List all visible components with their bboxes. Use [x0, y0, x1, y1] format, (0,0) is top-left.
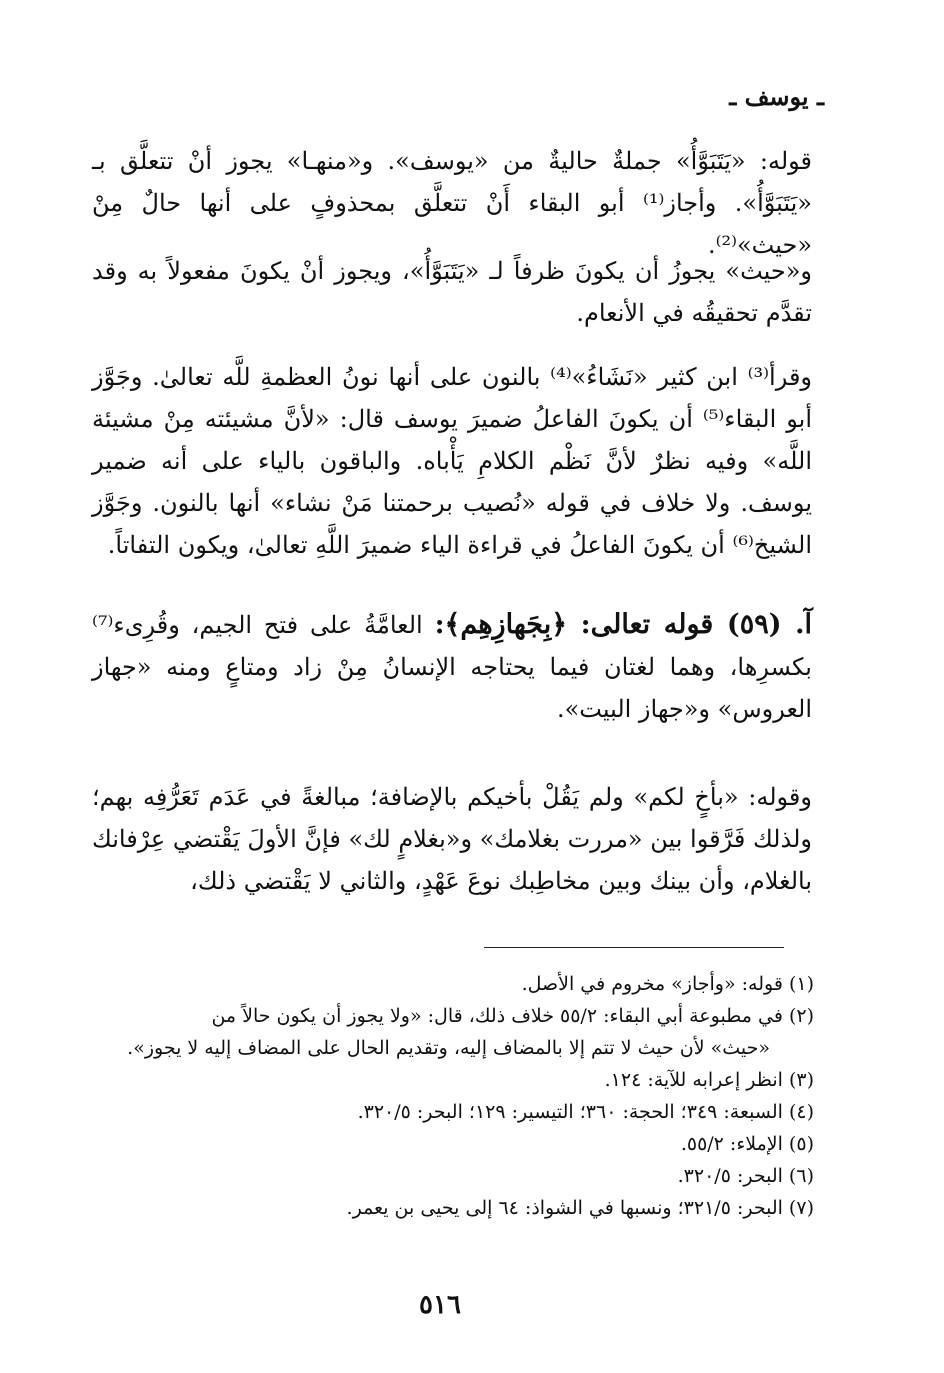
page-number: ٥١٦ [419, 1290, 461, 1320]
paragraph-4 [92, 604, 812, 730]
paragraph-1: قوله: «يَتَبَوَّأُ» جملةٌ حاليةٌ من «يوسف». و«منهـا» يجوز أنْ تتعلَّق بـ «يَتَبَوَّأُ». وأجاز⁽¹⁾ أبو البقاء أَنْ تتعلَّق بمحذوفٍ على أنها حالٌ مِنْ «حيث»⁽²⁾. [92, 147, 812, 259]
footnote-1: (١) قوله: «وأجاز» مخروم في الأصل. [521, 973, 814, 995]
paragraph-2: و«حيث» يجوزُ أن يكونَ ظرفاً لـ «يَتَبَوَّأُ»، ويجوز أنْ يكونَ مفعولاً به وقد تقدَّم تحقيقُه في الأنعام. [92, 257, 812, 327]
footnote-separator [484, 947, 784, 948]
paragraph-3: وقرأ⁽³⁾ ابن كثير «نَشَاءُ»⁽⁴⁾ بالنون على أنها نونُ العظمةِ للَّه تعالىٰ. وجَوَّز أبو البقاء⁽⁵⁾ أن يكونَ الفاعلُ ضميرَ يوسف قال: «لأنَّ مشيئته مِنْ مشيئة اللَّه» وفيه نظرٌ لأنَّ نَظْم الكلامِ يَأْباه. والباقون بالياء على أنه ضمير يوسف. ولا خلاف في قوله «نُصيب برحمتنا مَنْ نشاء» أنها بالنون. وجَوَّز الشيخ⁽⁶⁾ أن يكونَ الفاعلُ في قراءة الياء ضميرَ اللَّهِ تعالىٰ، ويكون التفاتاً. [92, 363, 813, 559]
verse-heading: آ. (٥٩) قوله تعالى: ﴿بِجَهازِهِم﴾: [434, 609, 813, 640]
footnote-2: (٢) في مطبوعة أبي البقاء: ٥٥/٢ خلاف ذلك، قال: «ولا يجوز أن يكون حالاً من [211, 1005, 814, 1027]
running-header: ـ يوسف ـ [729, 82, 824, 111]
footnote-5: (٥) الإملاء: ٥٥/٢. [680, 1133, 814, 1155]
paragraph-5: وقوله: «بأخٍ لكم» ولم يَقُلْ بأخيكم بالإضافة؛ مبالغةً في عَدَم تَعَرُّفِه بهم؛ ولذلك فَرَّقوا بين «مررت بغلامك» و«بغلامٍ لك» فإنَّ الأولَ يَقْتضي عِرْفانك بالغلام، وأن بينك وبين مخاطِبك نوعَ عَهْدٍ، والثاني لا يَقْتضي ذلك، [92, 783, 812, 895]
footnotes [92, 968, 814, 1224]
footnote-6: (٦) البحر: ٣٢٠/٥. [677, 1165, 814, 1187]
footnote-2-continued: «حيث» لأن حيث لا تتم إلا بالمضاف إليه، وتقديم الحال على المضاف إليه لا يجوز». [127, 1037, 770, 1059]
paragraph-4-text: العامَّةُ على فتح الجيم، وقُرِىء⁽⁷⁾ بكسرِها، وهما لغتان فيما يحتاجه الإنسانُ مِنْ زاد ومتاعٍ ومنه «جهاز العروس» و«جهاز البيت». [92, 611, 812, 723]
footnote-7: (٧) البحر: ٣٢١/٥؛ ونسبها في الشواذ: ٦٤ إلى يحيى بن يعمر. [346, 1197, 814, 1219]
footnote-3: (٣) انظر إعرابه للآية: ١٢٤. [604, 1069, 814, 1091]
footnote-4: (٤) السبعة: ٣٤٩؛ الحجة: ٣٦٠؛ التيسير: ١٢٩؛ البحر: ٣٢٠/٥. [357, 1101, 814, 1123]
